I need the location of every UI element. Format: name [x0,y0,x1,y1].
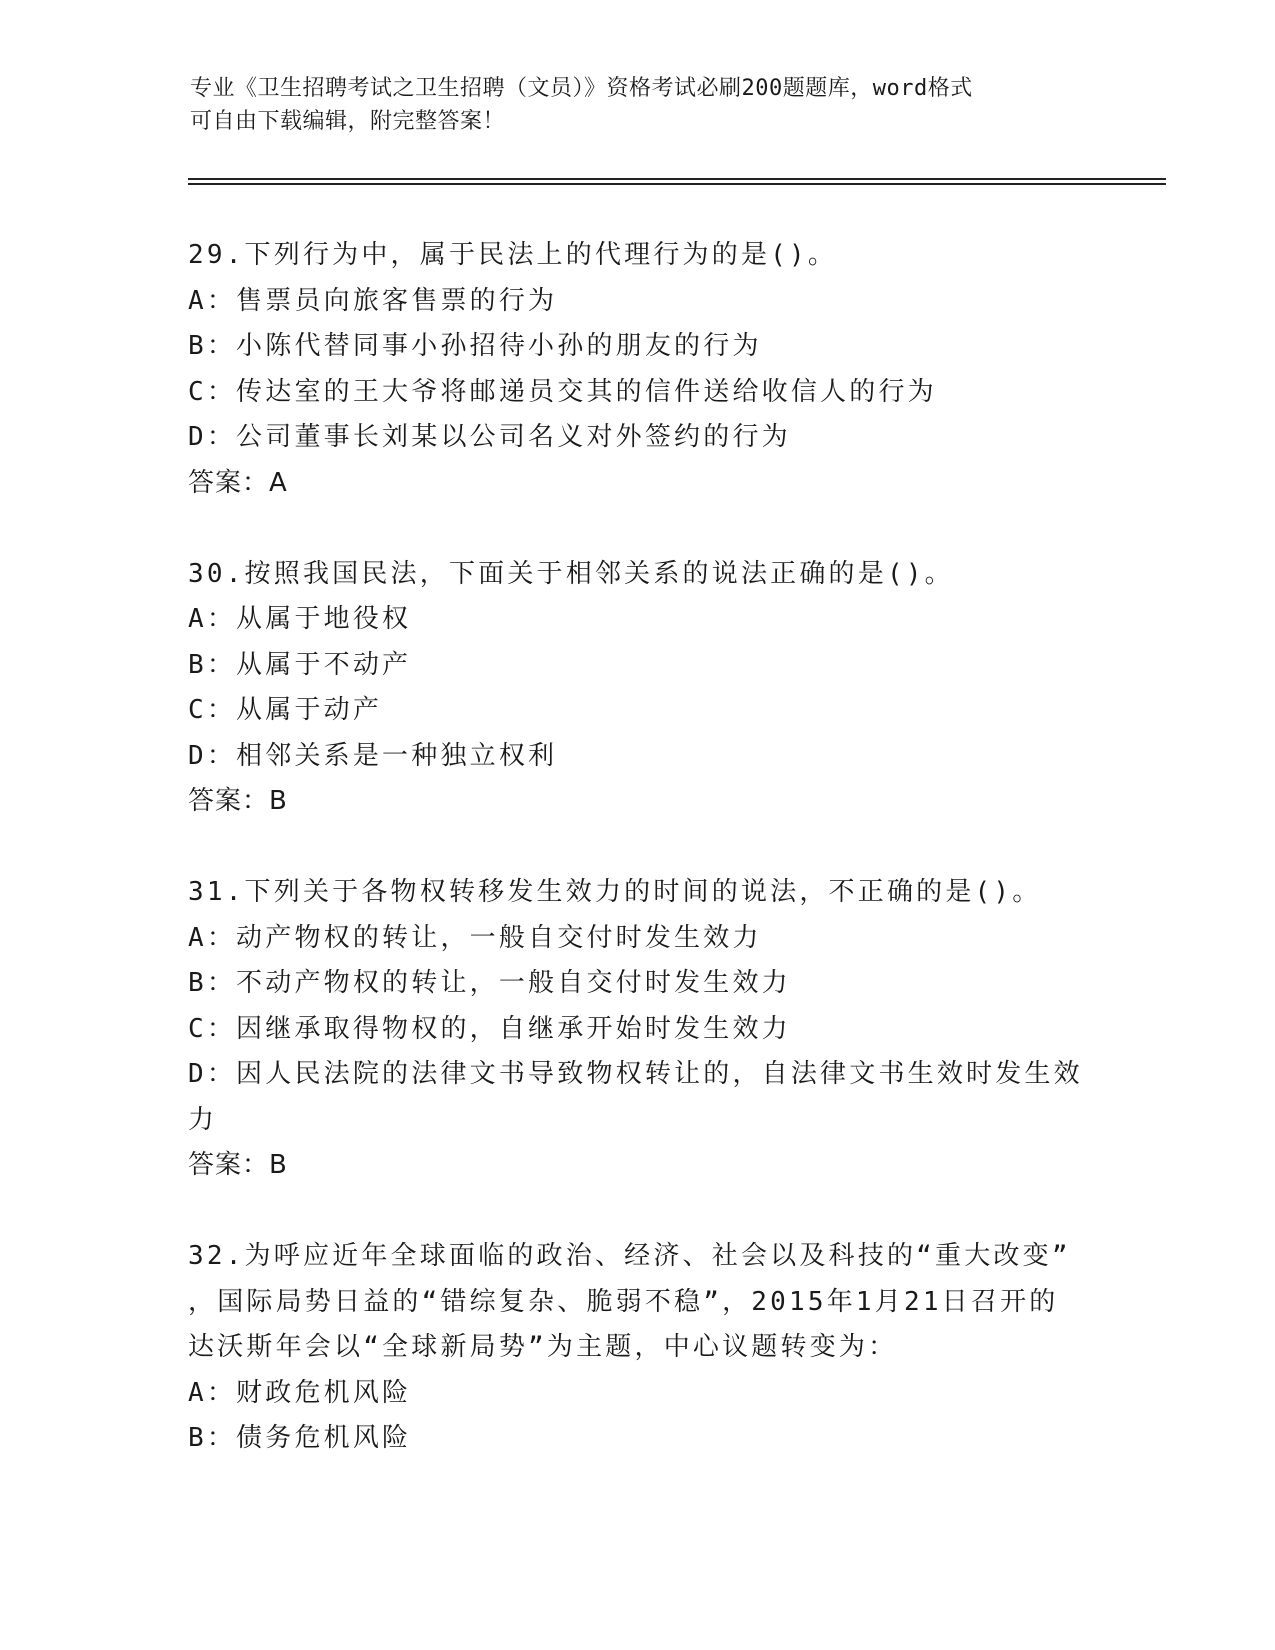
option-b: B：从属于不动产 [188,649,412,680]
question-item [188,233,1088,506]
header-divider [188,178,1166,180]
question-item [188,552,1088,825]
option-c: C：因继承取得物权的，自继承开始时发生效力 [188,1013,791,1044]
question-list [188,233,1088,1507]
option-b: B：小陈代替同事小孙招待小孙的朋友的行为 [188,331,762,361]
option-c: C：从属于动产 [188,695,383,725]
question-stem: 29.下列行为中，属于民法上的代理行为的是()。 [188,240,838,270]
answer-line: 答案：B [188,1150,288,1180]
option-d: D：公司董事长刘某以公司名义对外签约的行为 [188,422,791,452]
question-stem: 30.按照我国民法，下面关于相邻关系的说法正确的是()。 [188,558,954,589]
header-line: 可自由下载编辑，附完整答案！ [190,109,506,134]
option-d: D：因人民法院的法律文书导致物权转让的，自法律文书生效时发生效 [188,1059,1083,1089]
option-b: B：不动产物权的转让，一般自交付时发生效力 [188,968,791,998]
header-line: 专业《卫生招聘考试之卫生招聘（文员）》资格考试必刷200题题库，word格式 [190,76,973,101]
answer-line: 答案：A [188,467,288,498]
option-c: C：传达室的王大爷将邮递员交其的信件送给收信人的行为 [188,376,937,407]
document-header [190,72,1090,138]
question-item [188,870,1088,1189]
question-stem: 31.下列关于各物权转移发生效力的时间的说法，不正确的是()。 [188,877,1042,907]
option-a: A：售票员向旅客售票的行为 [188,285,558,316]
question-item [188,1234,1088,1462]
option-a: A：从属于地役权 [188,604,412,634]
option-d-continued: 力 [188,1104,218,1135]
question-stem-continued: 达沃斯年会以“全球新局势”为主题，中心议题转变为： [188,1332,898,1362]
question-stem: 32.为呼应近年全球面临的政治、经济、社会以及科技的“重大改变” [188,1241,1071,1271]
option-a: A：动产物权的转让，一般自交付时发生效力 [188,922,762,953]
question-stem-continued: ，国际局势日益的“错综复杂、脆弱不稳”，2015年1月21日召开的 [188,1286,1059,1317]
option-d: D：相邻关系是一种独立权利 [188,740,558,771]
option-b: B：债务危机风险 [188,1423,412,1453]
answer-line: 答案：B [188,786,288,816]
header-divider [188,183,1166,185]
option-a: A：财政危机风险 [188,1377,412,1408]
